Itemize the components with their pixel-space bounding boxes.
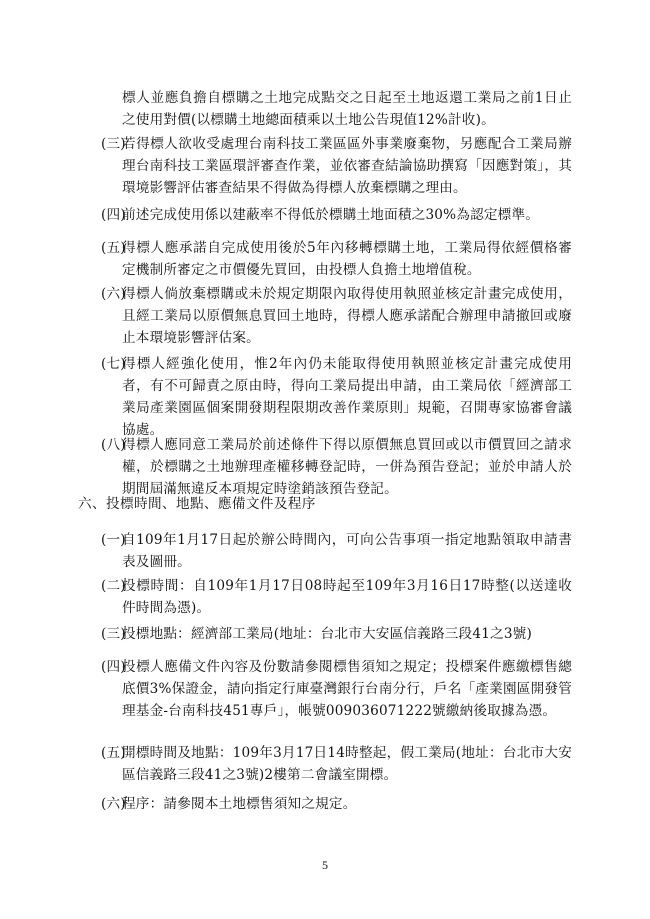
list-item [101,623,572,645]
item-number: (七) [101,356,126,372]
list-item [101,793,572,815]
item-text: 投標人應備文件內容及份數請參閱標售須知之規定；投標案件應繳標售總底價3%保證金，請向指定行庫臺灣銀行台南分行，戶名「產業園區開發管理基金-台南科技451專戶」，帳號009036071222號繳納後取據為憑。 [122,659,572,719]
item-text: 投標地點：經濟部工業局(地址：台北市大安區信義路三段41之3號) [122,626,532,642]
continuation-paragraph [122,87,572,131]
item-text: 得標人倘放棄標購或未於規定期限內取得使用執照並核定計畫完成使用，且經工業局以原價無息買回土地時，得標人應承諾配合辦理申請撤回或廢止本環境影響評估案。 [122,286,572,346]
item-text: 程序：請參閱本土地標售須知之規定。 [122,796,357,812]
list-item [101,434,572,500]
list-item [101,237,572,281]
item-number: (四) [101,207,126,223]
item-number: (五) [101,745,126,761]
item-number: (三) [101,136,126,152]
item-number: (六) [101,796,126,812]
list-item [101,283,572,349]
continuation-text: 標人並應負擔自標購之土地完成點交之日起至土地返還工業局之前1日止之使用對價(以標購土地總面積乘以土地公告現值12%計收)。 [122,90,572,128]
item-number: (八) [101,437,126,453]
item-number: (四) [101,659,126,675]
item-number: (六) [101,286,126,302]
item-text: 得標人經強化使用，惟2年內仍未能取得使用執照並核定計畫完成使用者，有不可歸責之原由時，得向工業局提出申請，由工業局依「經濟部工業局產業園區個案開發期程限期改善作業原則」規範，召開專家協審會議協處。 [122,356,572,438]
page-number: 5 [322,858,328,872]
item-text: 得標人應同意工業局於前述條件下得以原價無息買回或以市價買回之請求權，於標購之土地辦理產權移轉登記時，一併為預告登記；並於申請人於期間屆滿無違反本項規定時塗銷該預告登記。 [122,437,572,497]
section-heading: 六、投標時間、地點、應備文件及程序 [78,496,316,512]
item-text: 投標時間：自109年1月17日08時起至109年3月16日17時整(以送達收件時間為憑)。 [122,578,572,616]
item-number: (一) [101,532,126,548]
list-item [101,204,572,226]
item-number: (五) [101,240,126,256]
list-item [101,133,572,199]
list-item [101,656,572,722]
item-number: (二) [101,578,126,594]
item-text: 若得標人欲收受處理台南科技工業區區外事業廢棄物，另應配合工業局辦理台南科技工業區環評審查作業，並依審查結論協助撰寫「因應對策」，其環境影響評估審查結果不得做為得標人放棄標購之理由。 [122,136,572,196]
item-text: 自109年1月17日起於辦公時間內，可向公告事項一指定地點領取申請書表及圖冊。 [122,532,572,570]
item-number: (三) [101,626,126,642]
list-item [101,742,572,786]
item-text: 開標時間及地點：109年3月17日14時整起，假工業局(地址：台北市大安區信義路三段41之3號)2樓第二會議室開標。 [122,745,572,783]
list-item [101,353,572,441]
list-item [101,529,572,573]
item-text: 得標人應承諾自完成使用後於5年內移轉標購土地，工業局得依經價格審定機制所審定之市價優先買回，由投標人負擔土地增值稅。 [122,240,572,278]
list-item [101,575,572,619]
item-text: 前述完成使用係以建蔽率不得低於標購土地面積之30%為認定標準。 [122,207,540,223]
